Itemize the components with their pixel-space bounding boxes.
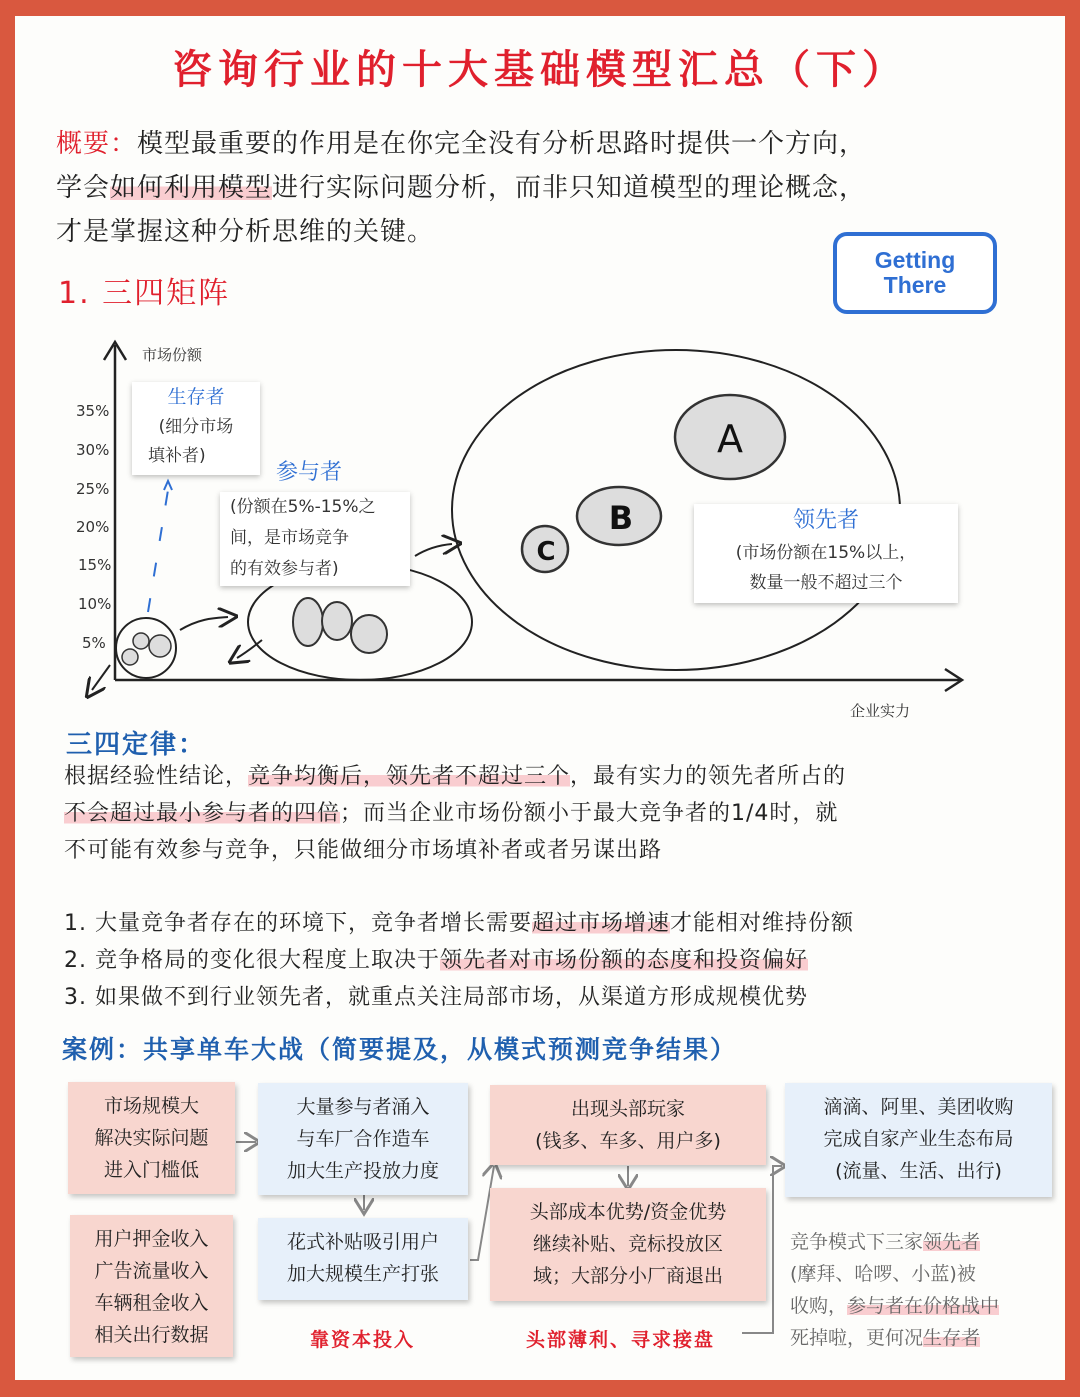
summary-line3: 才是掌握这种分析思维的关键。 bbox=[56, 217, 435, 247]
case-box-line: 出现头部玩家 bbox=[570, 1098, 685, 1120]
law-p1a: 根据经验性结论， bbox=[64, 764, 249, 789]
y-tick: 15% bbox=[78, 556, 112, 574]
survivor-desc1: (细分市场 bbox=[158, 417, 234, 437]
section1-title: 1. 三四矩阵 bbox=[58, 276, 231, 311]
x-axis-label: 企业实力 bbox=[850, 702, 911, 720]
case-box-subsidy bbox=[258, 1218, 468, 1300]
case-box-line: 域；大部分小厂商退出 bbox=[532, 1265, 723, 1287]
participant-desc3: 的有效参与者) bbox=[230, 559, 339, 579]
law-p2b: ；而当企业市场份额小于最大竞争者的1/4时，就 bbox=[340, 801, 839, 826]
case-box-line: 加大规模生产打张 bbox=[286, 1263, 439, 1285]
y-tick: 5% bbox=[82, 634, 106, 652]
case-box-line: 大量参与者涌入 bbox=[296, 1096, 430, 1118]
bubble-b-label: B bbox=[608, 499, 634, 537]
case-box-line: 头部成本优势/资金优势 bbox=[529, 1201, 727, 1223]
case-box-line: 继续补贴、竞标投放区 bbox=[532, 1233, 723, 1255]
case-box-line: 广告流量收入 bbox=[94, 1260, 209, 1282]
law-p1b: ，最有实力的领先者所占的 bbox=[570, 764, 847, 789]
case-box-revenue bbox=[70, 1215, 233, 1357]
conclusion-text: 竞争模式下三家 bbox=[790, 1231, 924, 1253]
conclusion-highlight: 领先者 bbox=[923, 1231, 981, 1253]
point3-text: 3. 如果做不到行业领先者，就重点关注局部市场，从渠道方形成规模优势 bbox=[64, 985, 808, 1010]
conclusion-highlight: 生存者 bbox=[923, 1327, 981, 1349]
y-axis-label: 市场份额 bbox=[142, 346, 203, 364]
case-box-head-players bbox=[490, 1085, 766, 1165]
law-p3: 不可能有效参与竞争，只能做细分市场填补者或者另谋出路 bbox=[64, 838, 663, 863]
law-p2-highlight: 不会超过最小参与者的四倍 bbox=[64, 801, 341, 826]
case-heading: 案例：共享单车大战（简要提及，从模式预测竞争结果） bbox=[62, 1035, 738, 1064]
conclusion-text: 收购， bbox=[790, 1295, 848, 1317]
law-p1-highlight: 竞争均衡后，领先者不超过三个 bbox=[248, 764, 571, 789]
label-capital: 靠资本投入 bbox=[310, 1329, 416, 1351]
summary-line2-highlight: 如何利用模型 bbox=[110, 173, 273, 203]
case-box-line: 用户押金收入 bbox=[94, 1228, 209, 1250]
label-head-thin-profit: 头部薄利、寻求接盘 bbox=[526, 1329, 716, 1351]
point1-pre: 1. 大量竞争者存在的环境下，竞争者增长需要 bbox=[64, 911, 532, 936]
point2-highlight: 领先者对市场份额的态度和投资偏好 bbox=[440, 948, 809, 973]
case-box-line: 花式补贴吸引用户 bbox=[286, 1231, 439, 1253]
y-tick: 10% bbox=[78, 595, 112, 613]
case-box-acquisition bbox=[785, 1083, 1052, 1197]
conclusion-text: (摩拜、哈啰、小蓝)被 bbox=[790, 1263, 976, 1285]
case-box-line: 完成自家产业生态布局 bbox=[823, 1128, 1014, 1150]
participant-desc2: 间，是市场竞争 bbox=[230, 528, 349, 548]
case-box-line: 相关出行数据 bbox=[94, 1324, 209, 1346]
case-box-line: 车辆租金收入 bbox=[94, 1292, 209, 1314]
case-box-line: 滴滴、阿里、美团收购 bbox=[823, 1096, 1014, 1118]
case-box-line: (钱多、车多、用户多) bbox=[535, 1130, 721, 1152]
law-heading: 三四定律： bbox=[66, 730, 207, 760]
case-box-line: 市场规模大 bbox=[103, 1095, 199, 1117]
survivor-title: 生存者 bbox=[167, 386, 225, 408]
logo-line1: Getting bbox=[874, 247, 956, 273]
case-box-head-advantage bbox=[490, 1188, 766, 1301]
y-tick: 25% bbox=[76, 480, 110, 498]
summary-line2-post: 进行实际问题分析，而非只知道模型的理论概念， bbox=[272, 173, 867, 203]
case-conclusion bbox=[790, 1226, 1060, 1354]
conclusion-text: 死掉啦，更何况 bbox=[790, 1327, 924, 1349]
y-tick: 35% bbox=[76, 402, 110, 420]
participant-title: 参与者 bbox=[276, 460, 343, 485]
point2-pre: 2. 竞争格局的变化很大程度上取决于 bbox=[64, 948, 440, 973]
summary-line2-pre: 学会 bbox=[56, 173, 111, 203]
leader-title: 领先者 bbox=[792, 508, 859, 533]
case-box-line: 加大生产投放力度 bbox=[286, 1160, 439, 1182]
summary-label: 概要： bbox=[56, 129, 138, 159]
bubble-c-label: C bbox=[536, 537, 556, 567]
case-box-line: 与车厂合作造车 bbox=[296, 1128, 430, 1150]
summary-line1: 模型最重要的作用是在你完全没有分析思路时提供一个方向， bbox=[137, 129, 867, 159]
page-title: 咨询行业的十大基础模型汇总（下） bbox=[172, 47, 908, 93]
case-box-line: 进入门槛低 bbox=[103, 1159, 199, 1181]
survivor-desc2: 填补者) bbox=[148, 446, 206, 466]
y-tick: 20% bbox=[76, 518, 110, 536]
case-box-market bbox=[68, 1082, 235, 1194]
participant-desc1: (份额在5%-15%之 bbox=[230, 497, 376, 517]
point1-highlight: 超过市场增速 bbox=[532, 911, 671, 936]
case-box-line: 解决实际问题 bbox=[94, 1127, 209, 1149]
case-box-line: (流量、生活、出行) bbox=[835, 1160, 1002, 1182]
conclusion-highlight: 参与者在价格战中 bbox=[847, 1295, 1000, 1317]
bubble-a-label: A bbox=[717, 417, 743, 461]
point1-post: 才能相对维持份额 bbox=[670, 911, 855, 936]
leader-desc2: 数量一般不超过三个 bbox=[749, 573, 903, 593]
case-box-influx bbox=[258, 1083, 468, 1195]
y-tick: 30% bbox=[76, 441, 110, 459]
leader-desc1: (市场份额在15%以上， bbox=[735, 543, 917, 563]
logo-line2: There bbox=[883, 272, 947, 298]
